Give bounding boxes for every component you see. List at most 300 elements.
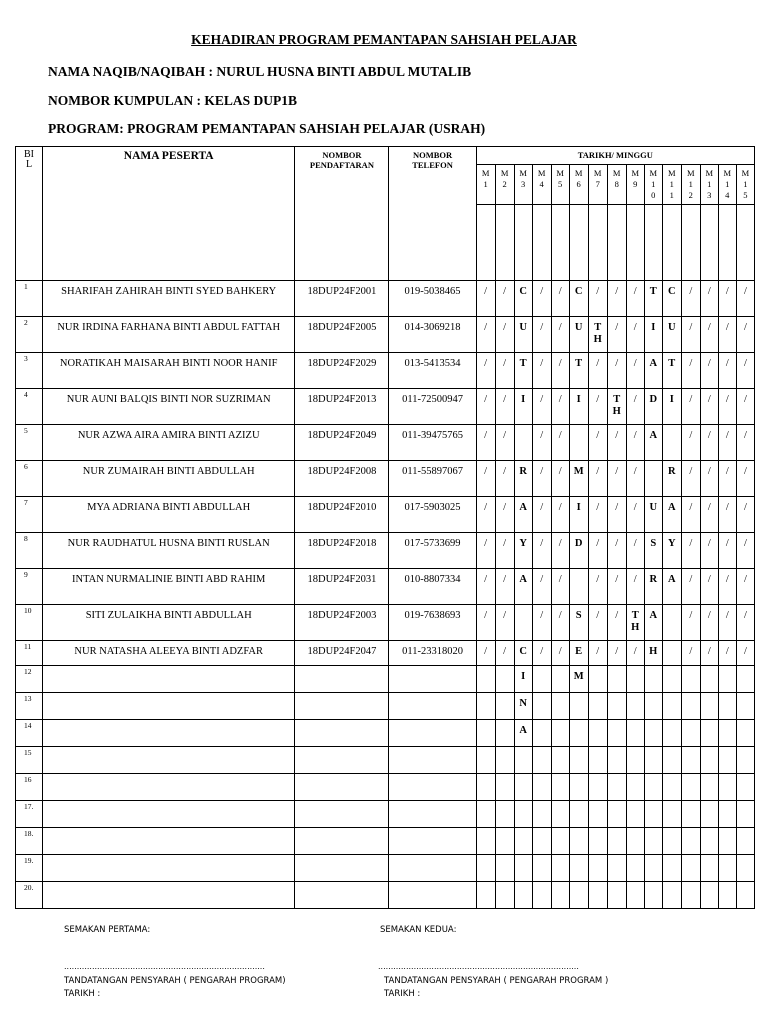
registration-number: 18DUP24F2049 xyxy=(295,425,389,461)
attendance-mark xyxy=(569,720,588,747)
row-number: 16 xyxy=(16,774,43,801)
attendance-mark xyxy=(718,882,736,909)
attendance-mark: / xyxy=(736,497,754,533)
attendance-mark: / xyxy=(588,569,607,605)
attendance-mark: / xyxy=(718,533,736,569)
attendance-mark: / xyxy=(476,497,495,533)
attendance-mark xyxy=(551,666,569,693)
semakan-kedua-label: SEMAKAN KEDUA: xyxy=(380,925,457,935)
attendance-mark: / xyxy=(551,317,569,353)
attendance-mark xyxy=(495,693,514,720)
week-header xyxy=(551,165,569,205)
attendance-mark xyxy=(588,855,607,882)
week-spacer-cell xyxy=(514,205,532,281)
attendance-mark xyxy=(644,801,662,828)
week-header-part: 4 xyxy=(539,179,544,189)
attendance-mark xyxy=(495,774,514,801)
phone-number xyxy=(389,720,476,747)
attendance-mark xyxy=(607,774,626,801)
attendance-mark xyxy=(551,882,569,909)
attendance-mark xyxy=(662,747,681,774)
week-header-part: M xyxy=(741,168,750,178)
attendance-mark: / xyxy=(476,353,495,389)
attendance-mark: / xyxy=(607,353,626,389)
week-header-part: 4 xyxy=(725,190,730,200)
attendance-mark: / xyxy=(588,281,607,317)
attendance-mark: / xyxy=(532,281,551,317)
attendance-mark: / xyxy=(700,353,718,389)
attendance-mark xyxy=(700,666,718,693)
attendance-mark: T xyxy=(662,353,681,389)
attendance-mark xyxy=(476,801,495,828)
attendance-mark: U xyxy=(644,497,662,533)
phone-number: 011-39475765 xyxy=(389,425,476,461)
attendance-mark xyxy=(607,720,626,747)
attendance-mark xyxy=(607,828,626,855)
header-telefon-1: NOMBOR xyxy=(412,150,453,160)
attendance-mark xyxy=(495,666,514,693)
attendance-mark xyxy=(532,693,551,720)
attendance-mark: / xyxy=(476,533,495,569)
attendance-mark xyxy=(662,774,681,801)
attendance-mark: H xyxy=(644,641,662,666)
attendance-mark xyxy=(514,855,532,882)
attendance-mark: / xyxy=(700,281,718,317)
attendance-mark: / xyxy=(476,281,495,317)
participant-name: MYA ADRIANA BINTI ABDULLAH xyxy=(43,497,295,533)
attendance-mark: C xyxy=(514,641,532,666)
attendance-mark xyxy=(718,774,736,801)
attendance-mark xyxy=(476,693,495,720)
participant-row xyxy=(16,497,755,533)
week-header xyxy=(588,165,607,205)
registration-number: 18DUP24F2031 xyxy=(295,569,389,605)
attendance-mark xyxy=(569,882,588,909)
attendance-mark: / xyxy=(551,497,569,533)
participant-name xyxy=(43,882,295,909)
row-number: 13 xyxy=(16,693,43,720)
attendance-mark: / xyxy=(718,389,736,425)
attendance-mark: / xyxy=(551,353,569,389)
attendance-mark xyxy=(681,801,700,828)
attendance-mark: A xyxy=(662,497,681,533)
attendance-mark: / xyxy=(495,533,514,569)
attendance-mark: / xyxy=(495,569,514,605)
attendance-mark xyxy=(736,801,754,828)
participant-row xyxy=(16,747,755,774)
week-header-part: 6 xyxy=(576,179,581,189)
participant-row xyxy=(16,461,755,497)
attendance-mark xyxy=(662,882,681,909)
attendance-mark: I xyxy=(569,389,588,425)
attendance-mark: / xyxy=(532,353,551,389)
attendance-mark: / xyxy=(607,425,626,461)
week-spacer-cell xyxy=(736,205,754,281)
attendance-mark: I xyxy=(644,317,662,353)
header-pendaftaran-2: PENDAFTARAN xyxy=(309,160,374,170)
naqib-line: NAMA NAQIB/NAQIBAH : NURUL HUSNA BINTI ABDUL MUTALIB xyxy=(48,64,472,79)
participant-row xyxy=(16,605,755,641)
registration-number xyxy=(295,666,389,693)
registration-number xyxy=(295,747,389,774)
row-number: 8 xyxy=(16,533,43,569)
attendance-mark: / xyxy=(700,461,718,497)
attendance-mark xyxy=(626,801,644,828)
attendance-mark xyxy=(718,720,736,747)
week-spacer-cell xyxy=(476,205,495,281)
attendance-mark: R xyxy=(662,461,681,497)
week-spacer-cell xyxy=(495,205,514,281)
attendance-mark: / xyxy=(495,281,514,317)
attendance-mark xyxy=(514,774,532,801)
row-number: 10 xyxy=(16,605,43,641)
week-header xyxy=(569,165,588,205)
phone-number: 014-3069218 xyxy=(389,317,476,353)
attendance-mark: / xyxy=(626,569,644,605)
attendance-mark: / xyxy=(626,641,644,666)
row-number: 14 xyxy=(16,720,43,747)
participant-row xyxy=(16,281,755,317)
registration-number: 18DUP24F2003 xyxy=(295,605,389,641)
attendance-mark: / xyxy=(476,389,495,425)
attendance-mark: / xyxy=(607,605,626,641)
attendance-mark: / xyxy=(700,569,718,605)
attendance-mark xyxy=(569,828,588,855)
attendance-mark xyxy=(662,641,681,666)
attendance-mark xyxy=(476,855,495,882)
attendance-mark xyxy=(700,828,718,855)
participant-row xyxy=(16,389,755,425)
attendance-mark: / xyxy=(681,389,700,425)
header-tarikh-minggu: TARIKH/ MINGGU xyxy=(476,147,754,165)
attendance-mark: / xyxy=(551,569,569,605)
attendance-mark: / xyxy=(551,425,569,461)
attendance-mark: / xyxy=(588,425,607,461)
attendance-mark xyxy=(588,693,607,720)
attendance-mark: / xyxy=(551,641,569,666)
attendance-mark: / xyxy=(681,605,700,641)
attendance-mark: / xyxy=(736,641,754,666)
participant-row xyxy=(16,855,755,882)
attendance-mark: R xyxy=(514,461,532,497)
attendance-mark: / xyxy=(626,389,644,425)
attendance-mark: U xyxy=(569,317,588,353)
attendance-mark xyxy=(476,828,495,855)
attendance-mark: / xyxy=(476,605,495,641)
attendance-mark xyxy=(644,720,662,747)
row-number: 19. xyxy=(16,855,43,882)
attendance-mark xyxy=(607,666,626,693)
attendance-mark xyxy=(626,666,644,693)
participant-name xyxy=(43,828,295,855)
attendance-mark xyxy=(662,801,681,828)
attendance-mark: / xyxy=(495,389,514,425)
attendance-mark: A xyxy=(514,497,532,533)
week-header-part: 1 xyxy=(707,179,712,189)
week-header-part: 1 xyxy=(688,179,693,189)
attendance-mark: / xyxy=(736,281,754,317)
attendance-mark xyxy=(514,828,532,855)
week-header xyxy=(736,165,754,205)
attendance-mark: I xyxy=(662,389,681,425)
participant-name: SHARIFAH ZAHIRAH BINTI SYED BAHKERY xyxy=(43,281,295,317)
week-header xyxy=(514,165,532,205)
attendance-mark xyxy=(551,747,569,774)
row-number: 2 xyxy=(16,317,43,353)
attendance-mark: / xyxy=(718,497,736,533)
attendance-mark xyxy=(551,828,569,855)
attendance-mark: / xyxy=(718,425,736,461)
registration-number xyxy=(295,828,389,855)
registration-number: 18DUP24F2013 xyxy=(295,389,389,425)
attendance-mark xyxy=(514,747,532,774)
week-spacer-cell xyxy=(588,205,607,281)
attendance-mark: / xyxy=(607,641,626,666)
week-header-part: M xyxy=(593,168,602,178)
attendance-mark: C xyxy=(514,281,532,317)
attendance-mark: Y xyxy=(514,533,532,569)
week-spacer-cell xyxy=(700,205,718,281)
header-pendaftaran xyxy=(295,147,389,281)
week-spacer-cell xyxy=(607,205,626,281)
attendance-mark xyxy=(681,882,700,909)
participant-name xyxy=(43,774,295,801)
attendance-mark xyxy=(718,666,736,693)
registration-number: 18DUP24F2018 xyxy=(295,533,389,569)
row-number: 4 xyxy=(16,389,43,425)
attendance-mark: Y xyxy=(662,533,681,569)
attendance-mark xyxy=(700,747,718,774)
tarikh-label-2: TARIKH : xyxy=(384,989,421,999)
attendance-mark xyxy=(626,855,644,882)
attendance-mark: / xyxy=(588,461,607,497)
attendance-mark xyxy=(476,774,495,801)
attendance-mark: / xyxy=(551,533,569,569)
attendance-mark: / xyxy=(626,497,644,533)
attendance-mark xyxy=(569,855,588,882)
attendance-mark xyxy=(476,720,495,747)
attendance-mark xyxy=(681,693,700,720)
attendance-mark: / xyxy=(551,461,569,497)
participant-row xyxy=(16,569,755,605)
week-header-part: M xyxy=(481,168,490,178)
attendance-mark: / xyxy=(700,641,718,666)
header-telefon-2: TELEFON xyxy=(412,160,453,170)
row-number: 18. xyxy=(16,828,43,855)
week-header-part: 1 xyxy=(651,179,656,189)
week-header-part: 1 xyxy=(669,190,674,200)
week-header xyxy=(607,165,626,205)
week-header-part: 5 xyxy=(743,190,748,200)
attendance-mark xyxy=(588,666,607,693)
attendance-mark xyxy=(569,425,588,461)
week-header-part: 0 xyxy=(651,190,656,200)
attendance-mark xyxy=(662,425,681,461)
attendance-mark: / xyxy=(607,497,626,533)
attendance-mark: T xyxy=(569,353,588,389)
attendance-mark xyxy=(532,747,551,774)
header-bil-2: L xyxy=(25,159,33,170)
row-number: 11 xyxy=(16,641,43,666)
attendance-mark: N xyxy=(514,693,532,720)
week-spacer-cell xyxy=(644,205,662,281)
attendance-mark xyxy=(681,774,700,801)
attendance-mark xyxy=(551,855,569,882)
attendance-mark xyxy=(681,666,700,693)
registration-number xyxy=(295,720,389,747)
attendance-mark: / xyxy=(532,569,551,605)
attendance-mark xyxy=(588,720,607,747)
attendance-mark xyxy=(532,882,551,909)
attendance-mark: / xyxy=(681,281,700,317)
attendance-mark xyxy=(644,882,662,909)
week-header-part: 3 xyxy=(707,190,712,200)
attendance-mark: U xyxy=(514,317,532,353)
attendance-mark: D xyxy=(569,533,588,569)
attendance-mark xyxy=(588,828,607,855)
attendance-mark xyxy=(662,828,681,855)
attendance-mark: / xyxy=(476,425,495,461)
attendance-mark: / xyxy=(495,461,514,497)
attendance-mark xyxy=(626,693,644,720)
attendance-mark: / xyxy=(681,461,700,497)
attendance-mark: / xyxy=(736,605,754,641)
week-spacer-cell xyxy=(626,205,644,281)
week-header-part: 5 xyxy=(558,179,563,189)
week-header-part: M xyxy=(612,168,621,178)
row-number: 9 xyxy=(16,569,43,605)
attendance-mark xyxy=(644,774,662,801)
participant-name: INTAN NURMALINIE BINTI ABD RAHIM xyxy=(43,569,295,605)
attendance-mark: A xyxy=(514,569,532,605)
attendance-mark: / xyxy=(736,317,754,353)
attendance-mark: / xyxy=(736,425,754,461)
participant-name: NUR ZUMAIRAH BINTI ABDULLAH xyxy=(43,461,295,497)
phone-number xyxy=(389,774,476,801)
participant-row xyxy=(16,666,755,693)
attendance-mark: / xyxy=(476,317,495,353)
attendance-mark: / xyxy=(681,533,700,569)
attendance-mark: / xyxy=(588,605,607,641)
attendance-mark xyxy=(662,855,681,882)
week-header xyxy=(662,165,681,205)
attendance-mark: E xyxy=(569,641,588,666)
attendance-mark xyxy=(569,747,588,774)
attendance-mark: / xyxy=(495,641,514,666)
participant-name: SITI ZULAIKHA BINTI ABDULLAH xyxy=(43,605,295,641)
attendance-mark: R xyxy=(644,569,662,605)
attendance-mark: / xyxy=(551,605,569,641)
participant-name: NUR IRDINA FARHANA BINTI ABDUL FATTAH xyxy=(43,317,295,353)
week-header-part: M xyxy=(519,168,527,178)
attendance-mark xyxy=(644,666,662,693)
attendance-mark: S xyxy=(644,533,662,569)
attendance-mark: / xyxy=(700,497,718,533)
attendance-mark: / xyxy=(700,425,718,461)
phone-number: 019-7638693 xyxy=(389,605,476,641)
week-header-part: 8 xyxy=(614,179,619,189)
program-line: PROGRAM: PROGRAM PEMANTAPAN SAHSIAH PELAJAR (USRAH) xyxy=(48,121,486,136)
attendance-mark xyxy=(495,747,514,774)
attendance-mark: T H xyxy=(588,317,607,353)
document-title: KEHADIRAN PROGRAM PEMANTAPAN SAHSIAH PELAJAR xyxy=(191,32,577,47)
attendance-mark: T xyxy=(514,353,532,389)
attendance-mark xyxy=(495,801,514,828)
week-spacer-cell xyxy=(681,205,700,281)
attendance-mark: / xyxy=(718,641,736,666)
participant-row xyxy=(16,801,755,828)
attendance-mark xyxy=(700,801,718,828)
attendance-mark: / xyxy=(736,569,754,605)
attendance-mark xyxy=(681,855,700,882)
attendance-mark: / xyxy=(626,533,644,569)
week-header xyxy=(476,165,495,205)
phone-number: 010-8807334 xyxy=(389,569,476,605)
attendance-table xyxy=(15,146,755,909)
attendance-mark xyxy=(551,801,569,828)
attendance-mark: / xyxy=(532,389,551,425)
phone-number xyxy=(389,828,476,855)
attendance-mark: / xyxy=(495,317,514,353)
attendance-mark xyxy=(532,801,551,828)
phone-number xyxy=(389,693,476,720)
attendance-mark: / xyxy=(718,461,736,497)
attendance-mark xyxy=(736,666,754,693)
week-header-part: M xyxy=(667,168,676,178)
attendance-mark: / xyxy=(718,317,736,353)
attendance-mark: M xyxy=(569,461,588,497)
attendance-mark: / xyxy=(626,461,644,497)
attendance-mark: / xyxy=(718,353,736,389)
attendance-mark: / xyxy=(626,317,644,353)
participant-name xyxy=(43,747,295,774)
participant-name: NUR AZWA AIRA AMIRA BINTI AZIZU xyxy=(43,425,295,461)
signature-caption-1: TANDATANGAN PENSYARAH ( PENGARAH PROGRAM) xyxy=(64,976,286,986)
attendance-mark xyxy=(662,693,681,720)
attendance-mark: / xyxy=(700,317,718,353)
attendance-mark xyxy=(736,828,754,855)
attendance-mark: / xyxy=(532,497,551,533)
phone-number xyxy=(389,747,476,774)
attendance-mark xyxy=(569,693,588,720)
attendance-mark xyxy=(681,720,700,747)
week-header xyxy=(718,165,736,205)
attendance-mark: A xyxy=(644,605,662,641)
participant-name: NUR RAUDHATUL HUSNA BINTI RUSLAN xyxy=(43,533,295,569)
week-spacer-cell xyxy=(551,205,569,281)
attendance-mark: / xyxy=(736,533,754,569)
attendance-mark xyxy=(588,774,607,801)
week-header-part: M xyxy=(537,168,546,178)
participant-name xyxy=(43,666,295,693)
week-header-part: 1 xyxy=(743,179,748,189)
participant-row xyxy=(16,720,755,747)
header-pendaftaran-1: NOMBOR xyxy=(322,150,362,160)
attendance-mark xyxy=(532,666,551,693)
attendance-mark: / xyxy=(681,569,700,605)
attendance-mark xyxy=(569,569,588,605)
attendance-mark xyxy=(532,774,551,801)
attendance-mark xyxy=(569,774,588,801)
attendance-mark xyxy=(718,693,736,720)
phone-number: 013-5413534 xyxy=(389,353,476,389)
attendance-mark: / xyxy=(700,533,718,569)
attendance-mark: / xyxy=(532,425,551,461)
registration-number: 18DUP24F2047 xyxy=(295,641,389,666)
registration-number xyxy=(295,693,389,720)
attendance-mark xyxy=(514,605,532,641)
header-bil-1: BI xyxy=(24,149,35,160)
